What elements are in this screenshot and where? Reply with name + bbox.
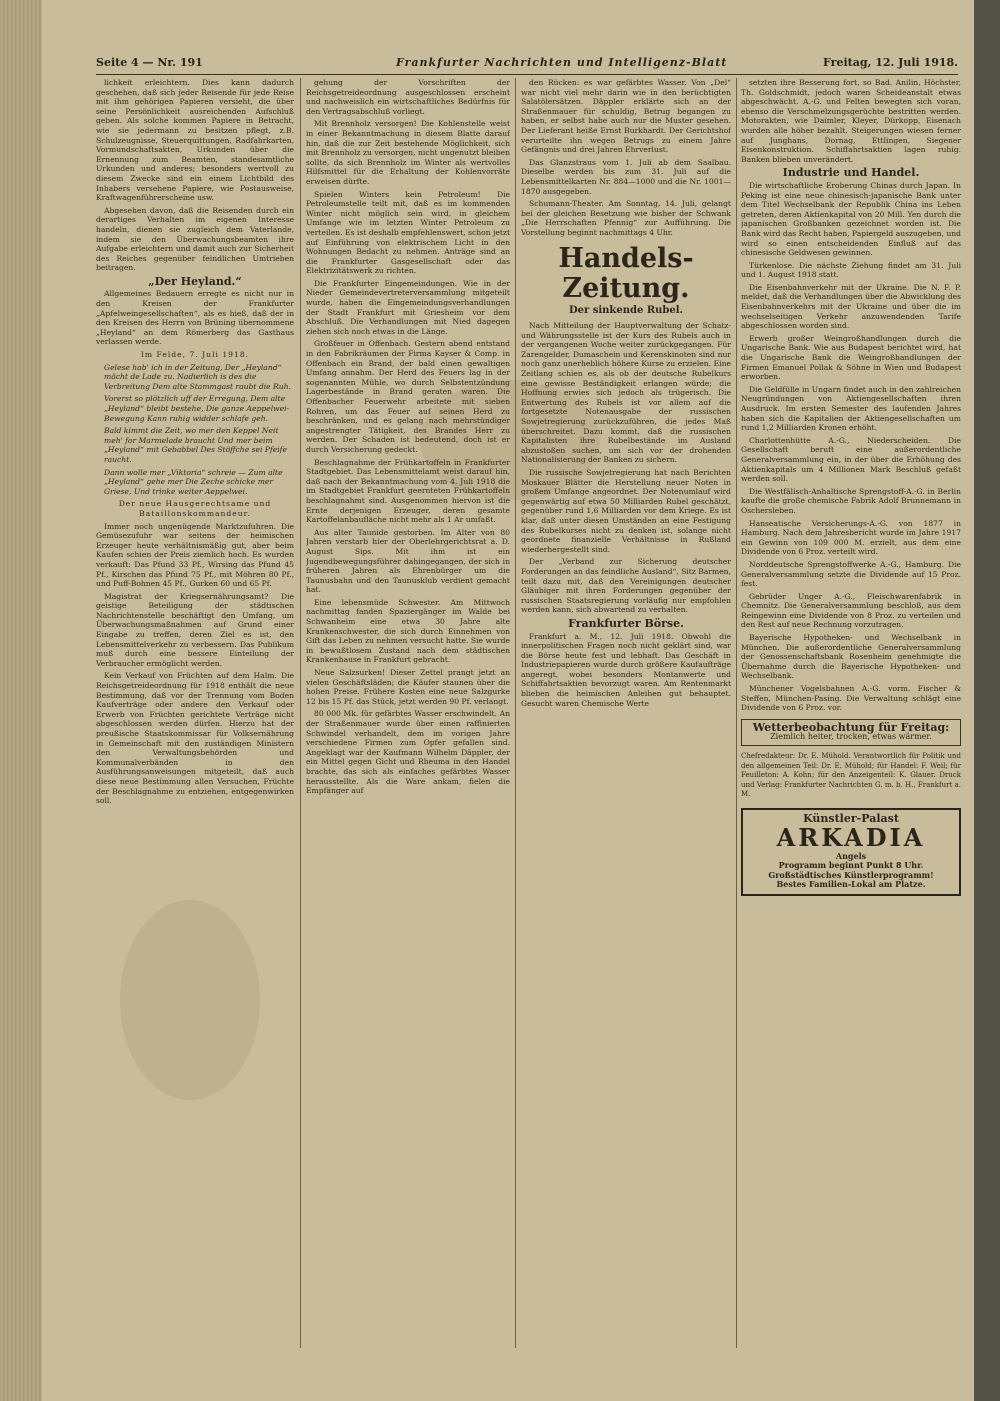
column-divider [736, 78, 737, 1348]
column-2 [306, 78, 510, 1368]
article-heading: Industrie und Handel. [782, 166, 920, 180]
article-paragraph: Türkenlose. Die nächste Ziehung findet am 31. Juli und 1. August 1918 statt. [741, 260, 961, 280]
article-paragraph: Die Geldfülle in Ungarn findet auch in den zahlreichen Neugründungen von Aktiengesellschaften ihren Ausdruck. Im ersten Semester des laufenden Jahres haben sich die Kapitalien der Aktiengesellschaften um rund 1,2 Milliarden Kronen erhöht. [741, 384, 961, 433]
article-heading: „Der Heyland.“ [148, 274, 242, 288]
column-divider [515, 78, 516, 1348]
article-paragraph: Schumann-Theater. Am Sonntag, 14. Juli, gelangt bei der gleichen Besetzung wie bisher der Schwank „Die Herrschaften Pfennig“ zur Aufführung. Die Vorstellung beginnt nachmittags 4 Uhr. [521, 199, 731, 237]
page-stack-edge [0, 0, 42, 1401]
poem-stanza: Dann wolle mer „Viktoria“ schreie — Zum alte „Heyland“ gehe mer Die Zeche schicke mer Griese, Und trinke weiter Aeppelwei. [104, 467, 283, 496]
ad-side-note: Angels [835, 850, 867, 861]
article-paragraph: Mit Brennholz versorgen! Die Kohlenstelle weist in einer Bekanntmachung in diesem Blatte darauf hin, daß die zur Zeit bestehende Möglichkeit, sich mit Brennholz zu versorgen, nicht ungenutzt bleiben sollte, da sich Brennholz im Winter als wertvolles Hilfsmittel für die Erhaltung der Kohlenvorräte erweisen dürfte. [306, 119, 510, 186]
poem-stanza: Bald kimmt die Zeit, wo mer den Keppel Neit meh' for Marmelade braucht Und mer beim „Heyland“ mit Gebabbel Des Stöffche sei Pfeife raucht. [104, 426, 287, 464]
poem-stanza: Gelese hab' ich in der Zeitung, Der „Heyland“ mächt de Lade zu. Nadierlich is des die Verbreitung Dem alte Stammgast raubt die Ruh. [104, 362, 291, 391]
imprint: Chefredakteur: Dr. E. Mühold. Verantwortlich für Politik und den allgemeinen Teil: Dr. E. Mühold; für Handel: F. Weil; für Feuilleton: A. Kohn; für den Anzeigenteil: K. Glauer. Druck und Verlag: Frankfurter Nachrichten G. m. b. H., Frankfurt a. M. [741, 752, 961, 799]
poem-dateline: Im Felde, 7. Juli 1918. [140, 350, 250, 360]
article-paragraph: Allgemeines Bedauern erregte es nicht nur in den Kreisen der Frankfurter „Apfelweingesellschaften“, als es hieß, daß der in den Kreisen des Herrn von Brüning übernommene „Heyland“ an dem Römerberg das Gasthaus verlassen werde. [96, 289, 294, 347]
article-paragraph: Münchener Vogelsbahnen A.-G. vorm. Fischer & Steffen, München-Pasing. Die Verwaltung schlägt eine Dividende von 6 Proz. vor. [741, 684, 961, 713]
column-divider [300, 78, 301, 1348]
article-paragraph: lichkeit erleichtern. Dies kann dadurch geschehen, daß sich jeder Reisende für jede Reise mit ihm gehörigen Papieren versieht, die über seine Persönlichkeit ausreichenden Aufschluß geben. Als solche kommen Papiere in Betracht, wie sie jedermann zu besitzen pflegt, z.B. Schulzeugnisse, Steuerquittungen, Radfahrkarten, Vormundschaftsakten, Urkunden über die Ernennung zum Beamten, standesamtliche Urkunden und anderes; besonders wertvoll zu diesem Zwecke sind ein einem Lichtbild des Inhabers versehene Papiere, wie Postausweise, Kraftwagenführerscheine usw. [96, 78, 294, 203]
poem-stanza: Vorerst so plötzlich uff der Erregung, Dem alte „Heyland“ bleibt bestehe, Die ganze Aeppelwei-Bewegung Kann ruhig widder schlafe geh. [104, 394, 290, 423]
page-header [96, 52, 958, 75]
column-1 [96, 78, 294, 1338]
article-paragraph: Gebrüder Unger A.-G., Fleischwarenfabrik in Chemnitz. Die Generalversammlung beschloß, aus dem Reingewinn eine Dividende von 8 Proz. zu verteilen und den Rest auf neue Rechnung vorzutragen. [741, 591, 961, 630]
column-3 [521, 78, 731, 1348]
article-paragraph: Frankfurt a. M., 12. Juli 1918. Obwohl die innerpolitischen Fragen noch nicht geklärt sind, war die Börse heute fest und lebhaft. Das Geschäft in Industriepapieren wurde durch größere Kaufaufträge angeregt, wobei besonders Montanwerte und Schiffahrtsaktien bevorzugt waren. Am Rentenmarkt blieben die heimischen Anleihen gut behauptet. Gesucht waren Chemische Werte [521, 631, 731, 708]
article-paragraph: Abgesehen davon, daß die Reisenden durch ein derartiges Verhalten im eigenen Interesse handeln, dienen sie zugleich dem Vaterlande, indem sie den Überwachungsbeamten ihre Aufgabe erleichtern und damit auch zur Sicherheit des Reiches gegenüber feindlichen Umtrieben beitragen. [96, 205, 294, 273]
article-paragraph: Charlottenhütte A.-G., Niederscheiden. Die Gesellschaft beruft eine außerordentliche Generalversammlung ein, in der über die Erhöhung des Aktienkapitals um 4 Millionen Mark Beschluß gefaßt werden soll. [741, 435, 961, 484]
ad-venue-name: ARKADIA [776, 822, 926, 852]
article-paragraph: den Rücken: es war gefärbtes Wasser. Von „Del“ war nicht viel mehr darin wie in den berüchtigten Salatölersätzen. Däppler erklärte sich an der Straßenmauer für schuldig, Betrug begangen zu haben, er selbst habe auch nur die Muster gesehen. Der Lieferant heiße Ernst Burkhardt. Der Gerichtshof verurteilte ihn wegen Betrugs zu einem Jahre Gefängnis und drei Jahren Ehrverlust. [521, 78, 731, 155]
article-paragraph: Neue Salzsurken! Dieser Zettel prangt jetzt an vielen Geschäftsläden; die Käufer staunen über die hohen Preise. Frühere Kosten eine neue Salzgurke 12 bis 15 Pf. das Stück, jetzt werden 90 Pf. verlangt. [306, 668, 510, 706]
article-paragraph: Eine lebensmüde Schwester. Am Mittwoch nachmittag fanden Spaziergänger im Walde bei Schwanheim eine etwa 30 Jahre alte Krankenschwester, die sich durch Einnehmen von Gift das Leben zu nehmen versucht hatte. Sie wurde in bewußtlosem Zustand nach dem städtischen Krankenhause in Frankfurt gebracht. [306, 597, 510, 665]
article-paragraph: 80 000 Mk. für gefärbtes Wasser erschwindelt. An der Straßenmauer wurde über einen raffinierten Schwindel verhandelt, dem im vorigen Jahre verschiedene Firmen zum Opfer gefallen sind. Angeklagt war der Kaufmann Wilhelm Däppler, der ein Mittel gegen Gicht und Rheuma in den Handel brachte, das sich als einfaches gefärbtes Wasser herausstellte. Als die Ware ankam, fielen die Empfänger auf [306, 709, 510, 796]
ad-program-time: Programm beginnt Punkt 8 Uhr. [778, 860, 924, 871]
column-4 [741, 78, 961, 1348]
arkadia-advertisement [741, 808, 961, 896]
newspaper-title: Frankfurter Nachrichten und Intelligenz-Blatt [396, 56, 728, 69]
article-paragraph: Norddeutsche Sprengstoffwerke A.-G., Hamburg. Die Generalversammlung setzte die Dividende auf 15 Proz. fest. [741, 559, 961, 589]
article-paragraph: Das Glanzstraus vom 1. Juli ab dem Saalbau. Dieselbe werden bis zum 31. Juli auf die Lebensmittelkarten Nr. 884—1000 und die Nr. 1001—1870 ausgegeben. [521, 157, 731, 196]
ad-program-desc: Großstädtisches Künstlerprogramm! [768, 869, 934, 880]
article-paragraph: Die wirtschaftliche Eroberung Chinas durch Japan. In Peking ist eine neue chinesisch-japanische Bank unter dem Titel Wechselbank der Republik China ins Leben getreten, deren Aktienkapital von 20 Mill. Yen durch die japanischen Großbanken gezeichnet worden ist. Die Bank wird das Recht haben, Papiergeld auszugeben, und wird so einen entscheidenden Einfluß auf das chinesische Geldwesen gewinnen. [741, 180, 961, 258]
article-paragraph: Immer noch ungenügende Marktzufuhren. Die Gemüsezufuhr war seitens der heimischen Erzeuger heute verhältnismäßig gut, aber beim Kaufen schien der Preis ziemlich hoch. Es wurden verkauft: Das Pfund 33 Pf., Wirsing das Pfund 45 Pf., Kirschen das Pfund 75 Pf., mit Möhren 80 Pf., und Puff-Bohnen 45 Pf., Gurken 60 und 65 Pf. [96, 521, 294, 589]
article-paragraph: Beschlagnahme der Frühkartoffeln in Frankfurter Stadtgebiet. Das Lebensmittelamt weist darauf hin, daß nach der Bekanntmachung vom 4. Juli 1918 die im Stadtgebiet Frankfurt geernteten Frühkartoffeln beschlagnahmt sind. Ausgenommen hiervon ist die Ernte derjenigen Erzeuger, deren gesamte Kartoffelanbaufläche nicht mehr als 1 Ar umfaßt. [306, 457, 510, 525]
article-paragraph: gehung der Vorschriften der Reichsgetreideordnung ausgeschlossen erscheint und nachweislich ein wirtschaftliches Bedürfnis für den Vertragsabschluß vorliegt. [306, 78, 510, 116]
ad-venue-type: Künstler-Palast [803, 811, 899, 825]
scan-border [974, 0, 1000, 1401]
poem-signature: Der neue Hausgerechtsame und Bataillonskommandeur. [118, 499, 272, 518]
weather-forecast: Ziemlich heiter, trocken, etwas wärmer. [770, 732, 932, 742]
article-paragraph: Spielen Winters kein Petroleum! Die Petroleumstelle teilt mit, daß es im kommenden Winter nicht möglich sein wird, in gleichem Umfange wie im letzten Winter Petroleum zu verteilen. Es ist deshalb empfehlenswert, schon jetzt auf Einführung von elektrischem Licht in den Wohnungen Bedacht zu nehmen. Anträge sind an die Frankfurter Gasgesellschaft oder das Elektrizitätswerk zu richten. [306, 189, 510, 276]
article-paragraph: Die Frankfurter Eingemeindungen. Wie in der Nieder Gemeindevertreterversammlung mitgeteilt wurde, haben die Eingemeindungsverhandlungen der Stadt Frankfurt mit Griesheim vor dem Abschluß. Die Verhandlungen mit Nied dagegen ziehen sich noch etwas in die Länge. [306, 278, 510, 336]
article-paragraph: Magistrat der Kriegsernährungsamt? Die geistige Beteiligung der städtischen Nachrichtenstelle beschäftigt den Umfang, um Überwachungsmaßnahmen auf Grund einer Eingabe zu treffen, deren Ziel es ist, den Lebensmittelverkehr zu verbessern. Das Publikum muß durch eine bessere Einteilung der Verbraucher ermöglicht werden. [96, 591, 294, 668]
article-paragraph: Erwerb großer Weingroßhandlungen durch die Ungarische Bank. Wie aus Budapest berichtet wird, hat die Ungarische Bank die Weingroßhandlungen der Firmen Emanuel Pollak & Söhne in Wien und Budapest erworben. [741, 333, 961, 382]
article-paragraph: Hanseatische Versicherungs-A.-G. von 1877 in Hamburg. Nach dem Jahresbericht wurde im Jahre 1917 ein Gewinn von 109 000 M. erzielt, aus dem eine Dividende von 6 Proz. verteilt wird. [741, 518, 961, 557]
section-headline: Handels-Zeitung. [558, 242, 694, 304]
article-paragraph: Bayerische Hypotheken- und Wechselbank in München. Die außerordentliche Generalversammlung der Genossenschaftsbank Rosenheim genehmigte die Übernahme durch die Bayerische Hypotheken- und Wechselbank. [741, 633, 961, 681]
article-paragraph: Die Eisenbahnverkehr mit der Ukraine. Die N. F. P. meldet, daß die Verhandlungen über die Abwicklung des Eisenbahnverkehrs mit der Ukraine und über die im wechselseitigen Verkehr anzuwendenden Tarife abgeschlossen worden sind. [741, 282, 961, 331]
article-paragraph: Der „Verband zur Sicherung deutscher Forderungen an das feindliche Ausland“, Sitz Barmen, teilt dazu mit, daß den Vereinigungen deutscher Gläubiger mit ihren Forderungen gegenüber der russischen Staatsregierung vorläufig nur empfohlen werden kann, sich abwartend zu verhalten. [521, 557, 731, 615]
article-heading: Frankfurter Börse. [568, 616, 684, 630]
article-paragraph: Die russische Sowjetregierung hat nach Berichten Moskauer Blätter die Herstellung neuer Noten in großem Umfange angeordnet. Der Notenumlauf wird gegenwärtig auf etwa 50 Milliarden Rubel geschätzt, gegenüber rund 1,6 Milliarden vor dem Kriege. Es ist klar, daß unter diesen Umständen an eine Festigung des Rubelkurses nicht zu denken ist, solange nicht geordnete finanzielle Verhältnisse in Rußland wiederhergestellt sind. [521, 468, 731, 554]
article-paragraph: Nach Mitteilung der Hauptverwaltung der Schatz- und Währungsstelle ist der Kurs des Rubels auch in der vergangenen Woche weiter zurückgegangen. Für Zarengelder, Dumaschein und Kerenskinoten sind nur noch ganz unerheblich höhere Kurse zu erzielen. Eine Zeitlang schien es, als ob der deutsche Rubelkurs eine gewisse Beständigkeit erlangen würde; die Hoffnung erwies sich jedoch als trügerisch. Die Entwertung des Rubels ist vor allem auf die fortgesetzte Notenausgabe der russischen Sowjetregierung zurückzuführen, die jedes Maß überschreitet. Dazu kommt, daß die russischen Kapitalisten ihre Rubelbestände im Ausland abzustoßen suchen, um sich vor der drohenden Nationalisierung der Banken zu sichern. [521, 321, 731, 465]
article-paragraph: Großfeuer in Offenbach. Gestern abend entstand in den Fabrikräumen der Firma Kayser & Comp. in Offenbach ein Brand, der bald einen gewaltigen Umfang annahm. Der Herd des Feuers lag in der sogenannten Mühle, wo durch Selbstentzündung Lagerbestände in Brand geraten waren. Die Offenbacher Feuerwehr arbeitete mit sieben Rohren, um das Feuer auf seinen Herd zu beschränken, und es gelang nach mehrstündiger angestrengter Tätigkeit, des Brandes Herr zu werden. Der Schaden ist bedeutend, doch ist er durch Versicherung gedeckt. [306, 339, 510, 454]
ad-slogan: Bestes Familien-Lokal am Platze. [776, 879, 926, 890]
weather-title: Wetterbeobachtung für Freitag: [752, 720, 950, 734]
page-number: Seite 4 — Nr. 191 [96, 56, 203, 69]
issue-date: Freitag, 12. Juli 1918. [823, 56, 958, 69]
section-subheadline: Der sinkende Rubel. [568, 304, 684, 316]
article-paragraph: Kein Verkauf von Früchten auf dem Halm. Die Reichsgetreideordnung für 1918 enthält die neue Bestimmung, daß vor der Trennung vom Boden Kaufverträge oder andere den Verkauf oder Erwerb von Früchten gerichtete Verträge nicht abgeschlossen werden dürfen. Hierzu hat der preußische Staatskommissar für Volksernährung in Gemeinschaft mit den zuständigen Ministern den Verwaltungsbehörden und Kommunalverbänden in den Ausführungsanweisungen mitgeteilt, daß auch diese neue Bestimmung allen Versuchen, Früchte der Beschlagnahme zu entziehen, entgegenwirken soll. [96, 671, 294, 806]
article-paragraph: Die Westfälisch-Anhaltische Sprengstoff-A.-G. in Berlin kaufte die große chemische Fabrik Adolf Brunnemann in Oschersleben. [741, 486, 961, 515]
article-paragraph: Aus alter Taunide gestorben. Im Alter von 80 Jahren verstarb hier der Oberlehrgerichtsrat a. D. August Sips. Mit ihm ist ein Jugendbewegungsführer dahingegangen, der sich in früheren Jahren als Ehrenbürger um die Taunusbahn und den Taunusklub verdient gemacht hat. [306, 527, 510, 595]
weather-box [741, 719, 961, 746]
article-paragraph: setzten ihre Besserung fort, so Bad. Anilin, Höchster, Th. Goldschmidt, jedoch waren Scheideanstalt etwas abgeschwächt. A.-G. und Felten bewegten sich voran, ebenso die Verschmelzungsgerüchte bestritten werden. Motorakten, wie Daimler, Kleyer, Dürkopp, Eisenach wurden alle höher bezahlt. Steigerungen wiesen ferner auf Junghans, Dornag, Ettlingen, Siegener Eisenkonstruktion. Schiffahrtsaktien lagen ruhig. Banken blieben unverändert. [741, 78, 961, 164]
